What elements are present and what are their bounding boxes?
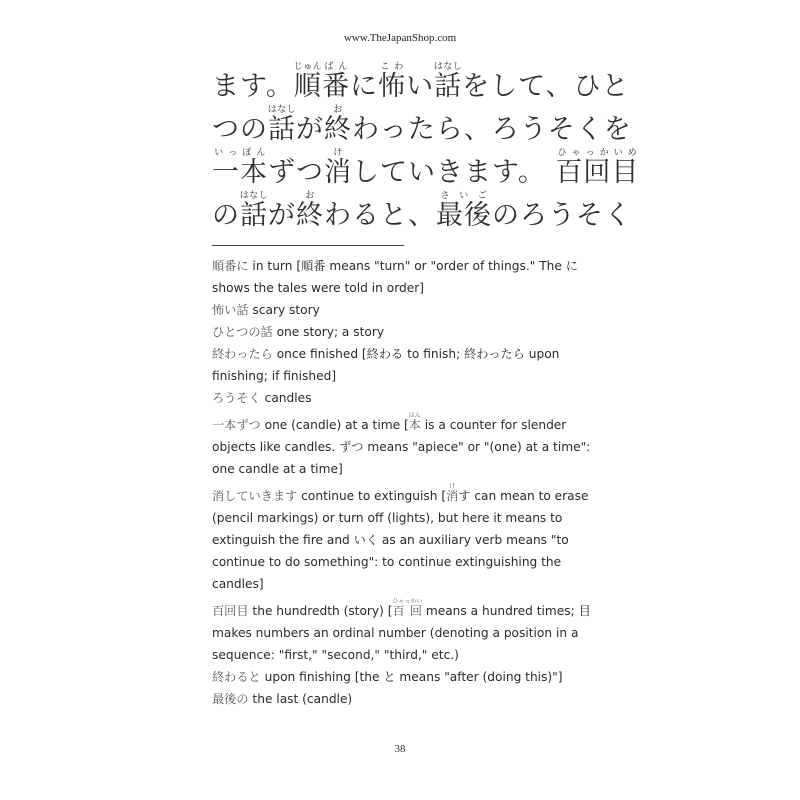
ruby-word: 最後さいご (436, 191, 492, 231)
glossary-term: 消していきます (212, 489, 298, 503)
text-segment: い (406, 71, 435, 102)
glossary-definition: is a counter for slender objects like candles. ずつ means "apiece" or "(one) at a time": one candle at a time] (212, 418, 591, 476)
text-segment: ます。 (212, 71, 294, 102)
glossary-term: 終わったら (212, 347, 273, 361)
ruby-word: 話はなし (433, 62, 463, 102)
glossary-entry (212, 387, 598, 409)
glossary-term: 一本ずつ (212, 418, 261, 432)
ruby-word: 一本いっぽん (212, 148, 268, 188)
glossary-entry (212, 598, 598, 666)
glossary-definition: upon finishing [the と means "after (doing this)"] (260, 670, 563, 684)
ruby-word: 消け (324, 148, 352, 188)
text-segment: の (212, 200, 240, 231)
glossary-definition: continue to extinguish [ (297, 489, 447, 503)
ruby-word: 百 回ひゃっかい (392, 598, 423, 618)
text-segment: に (350, 71, 379, 102)
glossary-definition: the hundredth (story) [ (248, 604, 393, 618)
ruby-word: 終お (296, 191, 324, 231)
glossary-definition: in turn [順番 means "turn" or "order of things." The に shows the tales were told in order] (212, 259, 578, 295)
ruby-word: 本ほん (408, 412, 421, 432)
page-number: 38 (394, 743, 406, 755)
ruby-word: 話はなし (239, 191, 269, 231)
ruby-word: 話はなし (267, 105, 297, 145)
main-line-3 (212, 148, 640, 191)
glossary-definition: candles (260, 391, 312, 405)
main-line-2 (212, 105, 632, 148)
glossary-definition: the last (candle) (248, 692, 353, 706)
footnote-separator (212, 245, 404, 246)
glossary-definition: one story; a story (272, 325, 385, 339)
text-segment: していきます。 (352, 157, 556, 188)
glossary-term: ひとつの話 (212, 325, 273, 339)
glossary-definition: means a hundred times; 目 makes numbers an ordinal number (denoting a position in a sequence: "first," "second," "third," etc.) (212, 604, 591, 662)
text-segment: わったら、ろうそくを (352, 114, 632, 145)
glossary-entry (212, 666, 598, 688)
text-segment: つの (212, 114, 268, 145)
glossary-entry (212, 412, 598, 480)
glossary-term: ろうそく (212, 391, 261, 405)
text-segment: が (268, 200, 296, 231)
ruby-word: 番ばん (322, 62, 351, 102)
glossary-definition: scary story (248, 303, 320, 317)
glossary-entry (212, 343, 598, 387)
glossary-entry (212, 321, 598, 343)
main-line-1 (212, 62, 630, 105)
glossary-definition: す can mean to erase (pencil markings) or turn off (lights), but here it means to extinguish the fire and いく as an auxiliary verb means "to continue to do something": to continue extinguishing the candles] (212, 489, 589, 591)
ruby-word: 順じゅん (293, 62, 323, 102)
text-segment: が (296, 114, 324, 145)
glossary-term: 終わると (212, 670, 261, 684)
text-segment: わると、 (324, 200, 436, 231)
main-japanese-text (212, 62, 640, 234)
ruby-word: 消け (446, 483, 459, 503)
ruby-word: 怖こわ (378, 62, 407, 102)
glossary-term: 百回目 (212, 604, 249, 618)
glossary-term: 怖い話 (212, 303, 249, 317)
main-line-4 (212, 191, 632, 234)
site-header: www.TheJapanShop.com (343, 32, 457, 44)
glossary-entry (212, 483, 598, 595)
text-segment: ずつ (268, 157, 324, 188)
glossary (212, 255, 598, 710)
text-segment: をして、ひと (462, 71, 630, 102)
glossary-entry (212, 255, 598, 299)
glossary-entry (212, 299, 598, 321)
ruby-word: 終お (324, 105, 352, 145)
glossary-definition: one (candle) at a time [ (260, 418, 409, 432)
ruby-word: 百回目ひゃっかいめ (555, 148, 640, 188)
glossary-term: 順番に (212, 259, 249, 273)
glossary-definition: once finished [終わる to finish; 終わったら upon finishing; if finished] (212, 347, 560, 383)
text-segment: のろうそく (492, 200, 632, 231)
glossary-entry (212, 688, 598, 710)
glossary-term: 最後の (212, 692, 249, 706)
